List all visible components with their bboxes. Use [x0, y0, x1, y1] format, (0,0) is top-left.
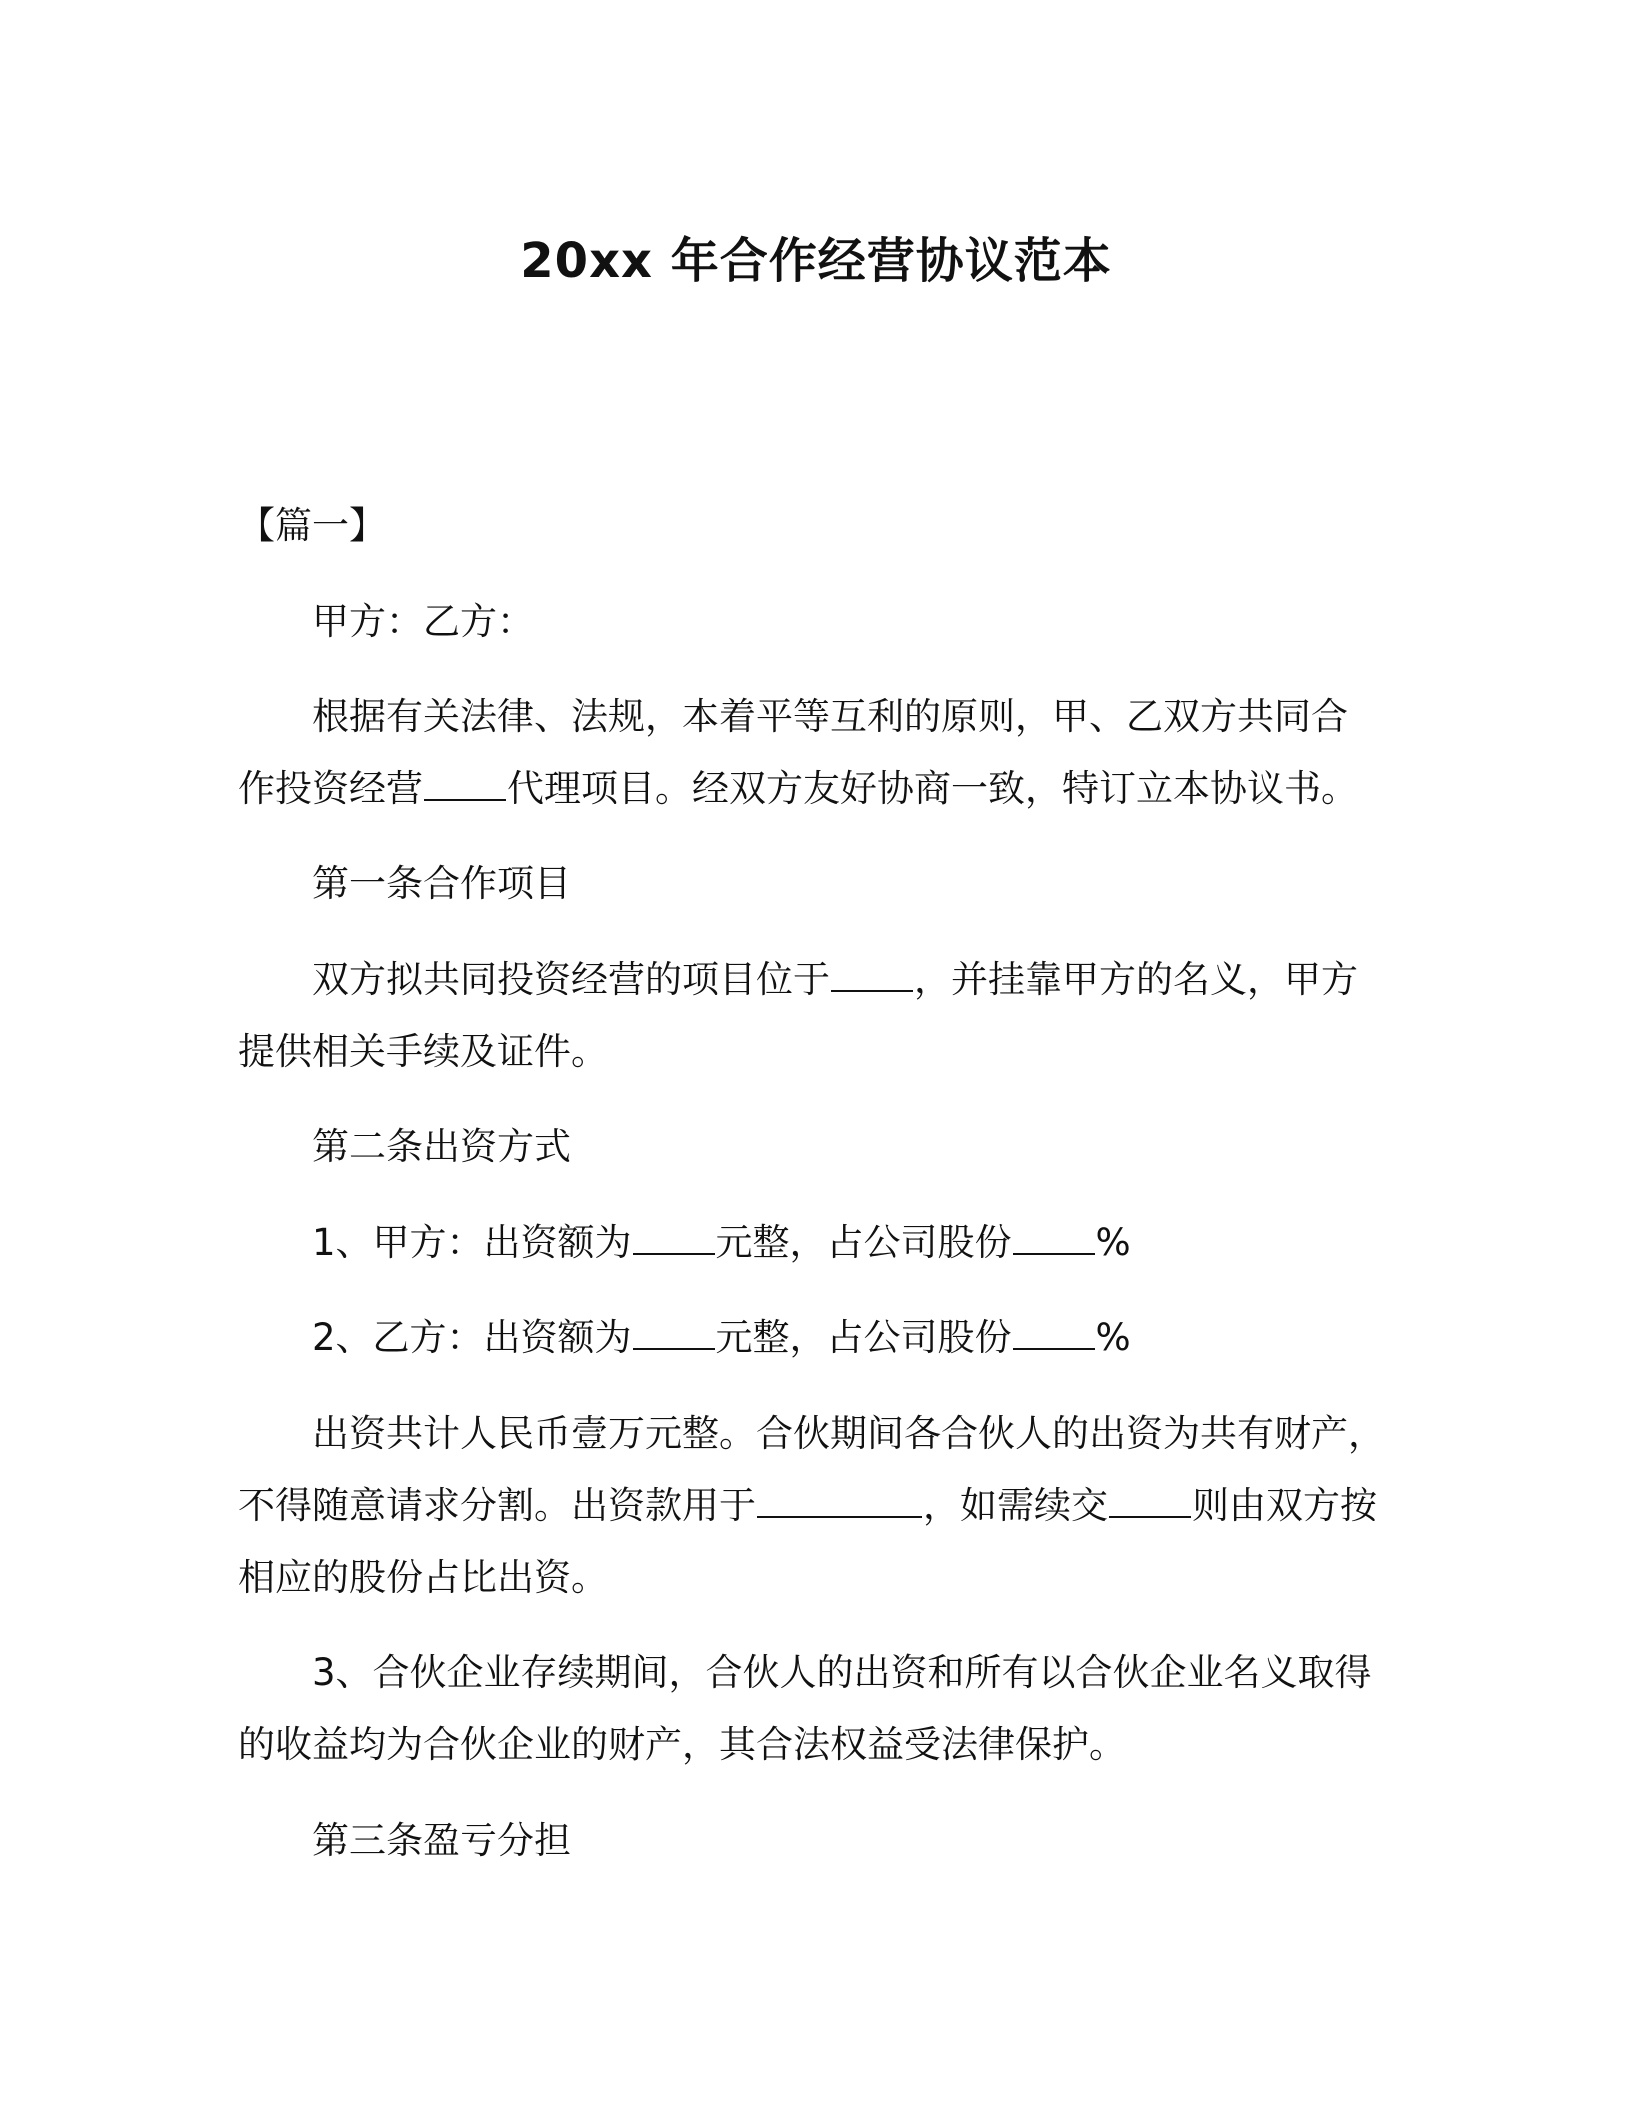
item1-text-c: % [1095, 1221, 1131, 1264]
parties-line: 甲方：乙方： [312, 600, 534, 643]
blank-project-name [424, 765, 506, 801]
article2-item-1 [238, 1207, 1472, 1279]
article2-item-3-line-1: 3、合伙企业存续期间，合伙人的出资和所有以合伙企业名义取得 [312, 1651, 1372, 1694]
total-text-b: ，如需续交 [923, 1484, 1108, 1527]
blank-party-a-share [1013, 1219, 1095, 1255]
article1-line-2: 提供相关手续及证件。 [238, 1030, 608, 1073]
intro-text-a: 作投资经营 [238, 767, 423, 810]
article2-total-line-3: 相应的股份占比出资。 [238, 1556, 608, 1599]
article1-text-a: 双方拟共同投资经营的项目位于 [312, 958, 830, 1001]
blank-fund-usage [757, 1482, 922, 1518]
article2-heading: 第二条出资方式 [312, 1125, 571, 1168]
article2-total-line-1: 出资共计人民币壹万元整。合伙期间各合伙人的出资为共有财产， [312, 1412, 1385, 1455]
intro-line-2 [238, 753, 1398, 825]
item2-text-c: % [1095, 1316, 1131, 1359]
total-text-a: 不得随意请求分割。出资款用于 [238, 1484, 756, 1527]
document-title: 20xx 年合作经营协议范本 [520, 233, 1112, 289]
blank-additional-payment [1109, 1482, 1191, 1518]
section-heading: 【篇一】 [238, 504, 386, 547]
blank-party-b-amount [633, 1314, 715, 1350]
item2-text-a: 2、乙方：出资额为 [312, 1316, 632, 1359]
intro-text-b: 代理项目。经双方友好协商一致，特订立本协议书。 [507, 767, 1358, 810]
article1-text-b: ，并挂靠甲方的名义，甲方 [914, 958, 1358, 1001]
blank-project-location [831, 956, 913, 992]
article2-item-3-line-2: 的收益均为合伙企业的财产，其合法权益受法律保护。 [238, 1723, 1126, 1766]
blank-party-a-amount [633, 1219, 715, 1255]
article1-line-1 [238, 944, 1472, 1016]
article1-heading: 第一条合作项目 [312, 862, 571, 905]
blank-party-b-share [1013, 1314, 1095, 1350]
item1-text-a: 1、甲方：出资额为 [312, 1221, 632, 1264]
article2-item-2 [238, 1302, 1472, 1374]
intro-line-1: 根据有关法律、法规，本着平等互利的原则，甲、乙双方共同合 [312, 695, 1348, 738]
item2-text-b: 元整，占公司股份 [715, 1316, 1012, 1359]
article3-heading: 第三条盈亏分担 [312, 1819, 571, 1862]
total-text-c: 则由双方按 [1192, 1484, 1377, 1527]
item1-text-b: 元整，占公司股份 [715, 1221, 1012, 1264]
article2-total-line-2 [238, 1470, 1398, 1542]
